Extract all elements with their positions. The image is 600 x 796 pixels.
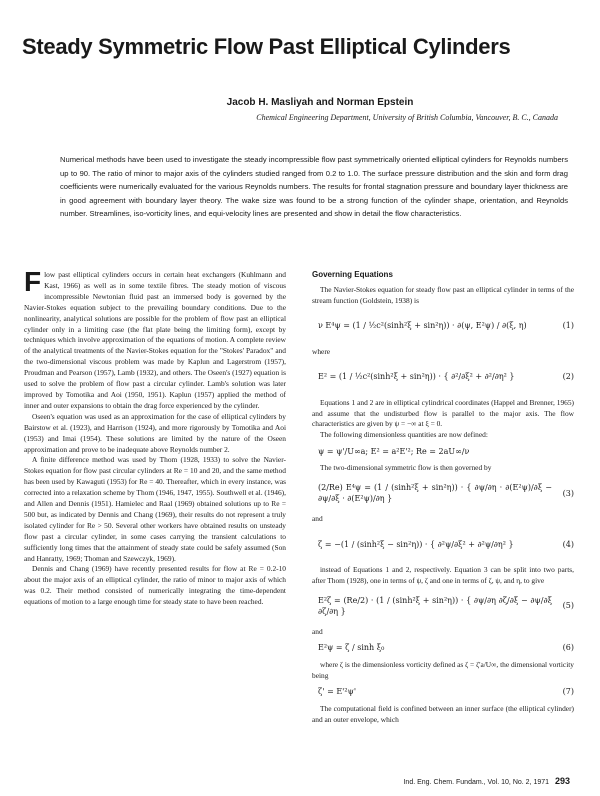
intro-paragraph-1-text: low past elliptical cylinders occurs in certain heat exchangers (Kuhlmann and Kast, 1966) as well as in some textile fibres. The steady motion of viscous incompressible Newtonian fluid past an immersed body is governed by the Navier-Stokes equation subject to the prevailing boundary conditions. Due to the nonlinearity, analytical solutions are possible for the problem of flow past an elliptical cylinder only in a limiting case (the flat plate being the limiting form), except by techniques which involve approximation of the equations of motion. A complete review of the analytical treatments of the Navier-Stokes equation for the "Stokes' Paradox" and the two-dimensional viscous problem was made by Kaplun and Lagerstrom (1957), Proudman and Pearson (1957), Lamb (1932), and others. The Oseen's (1927) equation is used to solve the problem of flow past a circular cylinder. Lamb's solution was later improved by Tomotika and Aoi (1950, 1951). Kaplun (1957) applied the method of inner and outer expansions to obtain the drag force experienced by the cylinder.	[24, 270, 286, 410]
equation-5-expression: E²ζ = (Re/2) · (1 / (sinh²ξ + sin²η)) · { ∂ψ/∂η ∂ζ/∂ξ − ∂ψ/∂ξ ∂ζ/∂η }	[318, 595, 552, 616]
equation-6-number: (6)	[562, 643, 574, 653]
equation-3-expression: (2/Re) E⁴ψ = (1 / (sinh²ξ + sin²η)) · { ∂ψ/∂η · ∂(E²ψ)/∂ξ − ∂ψ/∂ξ · ∂(E²ψ)/∂η }	[318, 483, 552, 504]
page-footer	[403, 776, 570, 786]
and-label: and	[312, 514, 323, 524]
equation-4	[312, 529, 574, 561]
equations-paragraph-7: The computational field is confined between an inner surface (the elliptical cylinder) and an outer envelope, which	[312, 703, 574, 724]
page-number: 293	[554, 776, 570, 786]
abstract: Numerical methods have been used to investigate the steady incompressible flow past symmetrically oriented elliptical cylinders for Reynolds numbers up to 90. The ratio of minor to major axis of the cylinders studied ranged from 0.2 to 1.0. The surface pressure distribution and the skin and form drag coefficients were numerically evaluated for the various Reynolds numbers. The results for frontal stagnation pressure and boundary layer thickness are in good agreement with boundary layer theory. The wake size was found to be a strong function of the cylinder shape, orientation, and Reynolds number. Streamlines, iso-vorticity lines, and equi-velocity lines are presented and show in detail the flow characteristics.	[60, 155, 568, 219]
equation-2-expression: E² = (1 / ½c²(sinh²ξ + sin²η)) · { ∂²/∂ξ² + ∂²/∂η² }	[318, 372, 515, 382]
equations-paragraph-6: where ζ is the dimensionless vorticity defined as ζ = ζ'a/U∞, the dimensional vorticity being	[312, 659, 574, 680]
intro-paragraph-4: Dennis and Chang (1969) have recently presented results for flow at Re = 0.2-10 about the major axis of an elliptical cylinder, the ratio of minor to major axis of which was 0.2. Their method consisted of numerically integrating the time-dependent equations of motion to a large enough time for steady state to have been reached.	[24, 564, 286, 607]
intro-paragraph-2: Oseen's equation was used as an approximation for the case of elliptical cylinders by Bairstow et al. (1923), and Harrison (1924), and more rigorously by Tomotika and Aoi (1953) and Imai (1954). These solutions are limited by the nature of the Oseen approximation and prove to be inadequate above Reynolds number 2.	[24, 411, 286, 454]
equation-3	[312, 478, 574, 510]
where-label: where	[312, 346, 331, 356]
equation-4-expression: ζ = −(1 / (sinh²ξ − sin²η)) · { ∂²ψ/∂ξ² + ∂²ψ/∂η² }	[318, 539, 514, 549]
equations-paragraph-4: The two-dimensional symmetric flow is then governed by	[320, 463, 492, 473]
equation-1-number: (1)	[562, 321, 574, 331]
paper-authors: Jacob H. Masliyah and Norman Epstein	[226, 97, 414, 108]
drop-cap: F	[24, 266, 42, 297]
equation-5-number: (5)	[562, 601, 574, 611]
equations-paragraph-3: The following dimensionless quantities are now defined:	[320, 430, 488, 440]
equation-6-expression: E²ψ = ζ / sinh ξ₀	[318, 643, 385, 653]
equation-6	[312, 642, 574, 656]
equations-paragraph-5: instead of Equations 1 and 2, respectively. Equation 3 can be split into two parts, after Thom (1928), one in terms of ψ, ζ and one in terms of ζ, ψ, and η, to give	[312, 565, 574, 585]
equations-paragraph-1: The Navier-Stokes equation for steady flow past an elliptical cylinder in terms of the stream function (Goldstein, 1938) is	[312, 284, 574, 305]
right-column	[312, 270, 574, 725]
equation-dimensionless-expression: ψ = ψ'/U∞a; E² = a²E'²; Re = 2aU∞/ν	[318, 446, 470, 456]
equation-2	[312, 362, 574, 394]
equation-7	[312, 686, 574, 700]
equation-7-number: (7)	[562, 687, 574, 697]
equation-7-expression: ζ' = E'²ψ'	[318, 687, 357, 697]
paper-title: Steady Symmetric Flow Past Elliptical Cylinders	[22, 34, 511, 59]
section-heading-governing-equations: Governing Equations	[312, 270, 393, 279]
equation-1-expression: ν E⁴ψ = (1 / ½c²(sinh²ξ + sin²η)) · ∂(ψ, E²ψ) / ∂(ξ, η)	[318, 321, 527, 331]
equation-dimensionless	[312, 445, 574, 459]
equation-2-number: (2)	[562, 372, 574, 382]
intro-paragraph-1	[24, 266, 286, 412]
and-label-2: and	[312, 626, 323, 636]
intro-paragraph-3: A finite difference method was used by Thom (1928, 1933) to solve the Navier-Stokes equation for flow past circular cylinders at Re = 10 and 20, and the same method has been used by Kawaguti (1953) for Re = 40. Thereafter, which in every instance, was corrected into a relaxation scheme by Thom (1946, 1947, 1955). Southwell et al. (1946), and Allen and Dennis (1951). Hamielec and Raal (1969) obtained solutions up to Re = 500 but, as indicated by Dennis and Chang (1969), their results do not represent a truly isolated cylinder for Re > 50. Several other workers have obtained results on unsteady flow past a circular cylinder, in some cases carrying the transient calculations to sufficiently long times that the attainment of steady state could be safely assumed (Son and Hanratty, 1969; Thoman and Szewczyk, 1969).	[24, 455, 286, 563]
equation-5	[312, 591, 574, 623]
left-column	[24, 266, 286, 608]
journal-citation: Ind. Eng. Chem. Fundam., Vol. 10, No. 2, 1971	[403, 779, 550, 786]
author-affiliation: Chemical Engineering Department, University of British Columbia, Vancouver, B. C., Canada	[256, 113, 558, 122]
equation-1	[312, 311, 574, 343]
equation-3-number: (3)	[562, 488, 574, 498]
equation-4-number: (4)	[562, 539, 574, 549]
equations-paragraph-2: Equations 1 and 2 are in elliptical cylindrical coordinates (Happel and Brenner, 1965) and assume that the undisturbed flow is parallel to the major axis. The flow characteristics are given by ψ = −∞ at ξ = 0.	[312, 397, 574, 429]
